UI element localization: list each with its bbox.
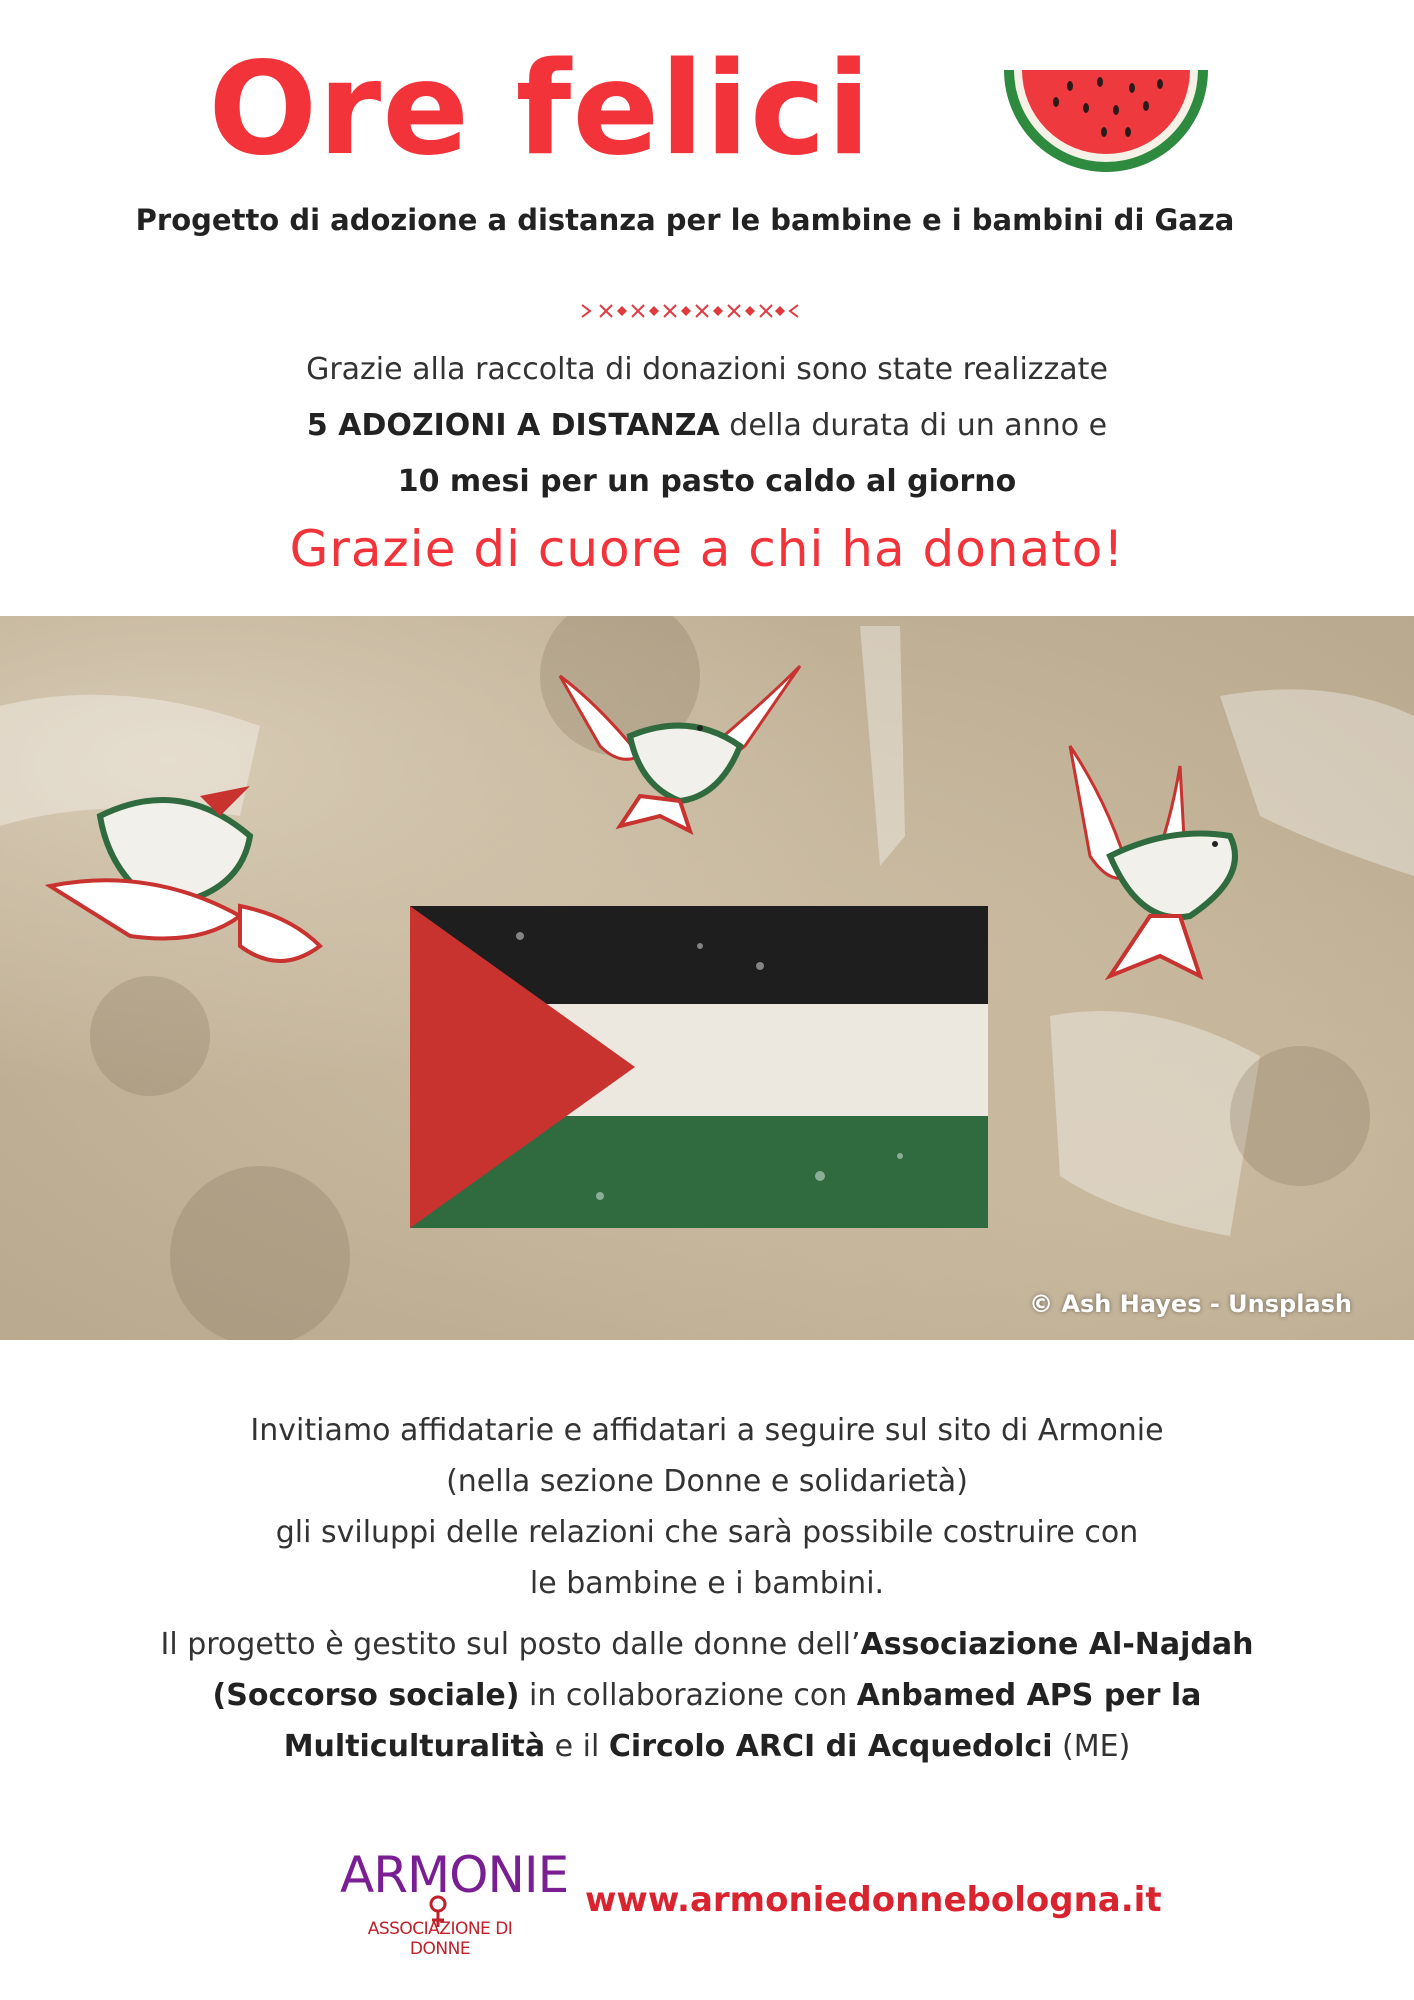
- website-link[interactable]: www.armoniedonnebologna.it: [585, 1880, 1162, 1920]
- meals-months: 10 mesi per un pasto caldo al giorno: [397, 464, 1017, 499]
- adoptions-count: 5 ADOZIONI A DISTANZA: [306, 408, 720, 443]
- body-line-5: [60, 1619, 1354, 1670]
- circle-name: Circolo ARCI di Acquedolci: [608, 1729, 1053, 1764]
- page-title: Ore felici: [208, 35, 872, 184]
- association-note: (Soccorso sociale): [212, 1678, 520, 1713]
- photo-credit: © Ash Hayes - Unsplash: [1029, 1290, 1352, 1318]
- intro-text: [60, 342, 1354, 510]
- body-line-4: le bambine e i bambini.: [529, 1566, 885, 1601]
- body-line-6: [60, 1670, 1354, 1721]
- page-subtitle: Progetto di adozione a distanza per le bambine e i bambini di Gaza: [135, 203, 1235, 237]
- watermelon-icon: [1000, 66, 1212, 188]
- hero-photo: [0, 616, 1414, 1340]
- body-text-span: in collaborazione con: [519, 1678, 857, 1713]
- decorative-divider: [580, 302, 800, 320]
- logo-subtitle: ASSOCIAZIONE DI DONNE: [367, 1919, 513, 1959]
- dove-right: [1070, 746, 1235, 976]
- intro-line-2: [60, 398, 1354, 454]
- association-name: Associazione Al-Najdah: [860, 1627, 1254, 1662]
- partner-name-cont: Multiculturalità: [283, 1729, 546, 1764]
- mural-illustration: [0, 616, 1414, 1340]
- body-text: [60, 1405, 1354, 1772]
- logo-wordmark: ARMONIE: [340, 1846, 569, 1904]
- body-text-span: Il progetto è gestito sul posto dalle donne dell’: [160, 1627, 861, 1662]
- intro-line-1: Grazie alla raccolta di donazioni sono state realizzate: [306, 352, 1108, 387]
- body-line-1: Invitiamo affidatarie e affidatari a seguire sul sito di Armonie: [250, 1413, 1164, 1448]
- dove-left: [50, 786, 320, 961]
- thanks-heading: Grazie di cuore a chi ha donato!: [289, 520, 1125, 578]
- body-line-7: [60, 1721, 1354, 1772]
- body-text-span: e il: [545, 1729, 609, 1764]
- intro-line-2-rest: della durata di un anno e: [719, 408, 1108, 443]
- intro-line-3: [60, 454, 1354, 510]
- partner-name: Anbamed APS per la: [856, 1678, 1202, 1713]
- body-line-3: gli sviluppi delle relazioni che sarà possibile costruire con: [275, 1515, 1139, 1550]
- province-code: (ME): [1052, 1729, 1131, 1764]
- body-line-2: (nella sezione Donne e solidarietà): [446, 1464, 968, 1499]
- flag-mural: [410, 906, 988, 1228]
- armonie-logo: [340, 1845, 569, 1965]
